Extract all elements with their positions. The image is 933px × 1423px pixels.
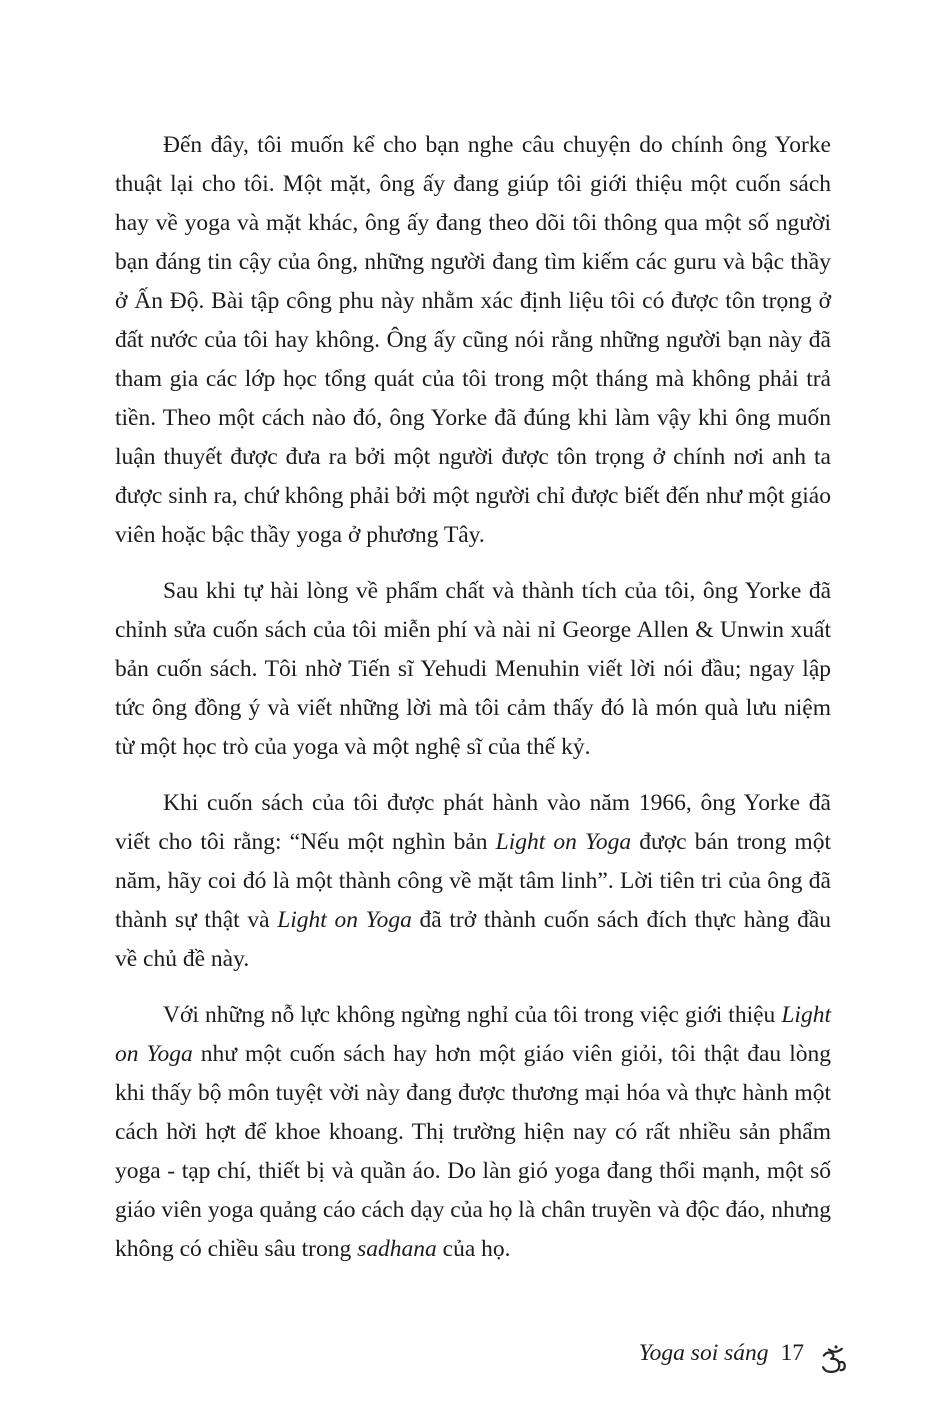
italic-text-segment: Light on Yoga bbox=[277, 907, 412, 933]
italic-text-segment: sadhana bbox=[357, 1236, 437, 1262]
page-number: 17 bbox=[780, 1340, 804, 1366]
page-footer bbox=[639, 1340, 847, 1371]
text-segment: được bán trong một năm, hãy coi đó là một thành công về mặt tâm linh”. Lời tiên tri của ông đã thành sự thật và bbox=[115, 829, 831, 933]
text-segment: đã trở thành cuốn sách đích thực hàng đầu về chủ đề này. bbox=[115, 907, 832, 972]
text-segment: Với những nỗ lực không ngừng nghỉ của tôi trong việc giới thiệu bbox=[163, 1002, 782, 1028]
page-content bbox=[115, 126, 831, 1286]
text-segment: Sau khi tự hài lòng về phẩm chất và thành tích của tôi, ông Yorke đã chỉnh sửa cuốn sách của tôi miễn phí và nài nỉ George Allen & Unwin xuất bản cuốn sách. Tôi nhờ Tiến sĩ Yehudi Menuhin viết lời nói đầu; ngay lập tức ông đồng ý và viết những lời mà tôi cảm thấy đó là món quà lưu niệm từ một học trò của yoga và một nghệ sĩ của thế kỷ. bbox=[115, 578, 831, 760]
om-icon bbox=[816, 1344, 847, 1375]
text-segment: Đến đây, tôi muốn kể cho bạn nghe câu chuyện do chính ông Yorke thuật lại cho tôi. Một mặt, ông ấy đang giúp tôi giới thiệu một cuốn sách hay về yoga và mặt khác, ông ấy đang theo dõi tôi thông qua một số người bạn đáng tin cậy của ông, những người đang tìm kiếm các guru và bậc thầy ở Ấn Độ. Bài tập công phu này nhằm xác định liệu tôi có được tôn trọng ở đất nước của tôi hay không. Ông ấy cũng nói rằng những người bạn này đã tham gia các lớp học tổng quát của tôi trong một tháng mà không phải trả tiền. Theo một cách nào đó, ông Yorke đã đúng khi làm vậy khi ông muốn luận thuyết được đưa ra bởi một người được tôn trọng ở chính nơi anh ta được sinh ra, chứ không phải bởi một người chỉ được biết đến như một giáo viên hoặc bậc thầy yoga ở phương Tây. bbox=[115, 132, 831, 548]
text-segment: Khi cuốn sách của tôi được phát hành vào năm 1966, ông Yorke đã viết cho tôi rằng: “Nếu một nghìn bản bbox=[115, 790, 831, 855]
paragraph bbox=[115, 126, 831, 555]
paragraph bbox=[115, 996, 831, 1269]
paragraph bbox=[115, 784, 831, 979]
italic-text-segment: Light on Yoga bbox=[495, 829, 632, 855]
running-footer-title: Yoga soi sáng bbox=[638, 1340, 769, 1366]
text-segment: như một cuốn sách hay hơn một giáo viên giỏi, tôi thật đau lòng khi thấy bộ môn tuyệt vời này đang được thương mại hóa và thực hành một cách hời hợt để khoe khoang. Thị trường hiện nay có rất nhiều sản phẩm yoga - tạp chí, thiết bị và quần áo. Do làn gió yoga đang thổi mạnh, một số giáo viên yoga quảng cáo cách dạy của họ là chân truyền và độc đáo, nhưng không có chiều sâu trong bbox=[115, 1041, 831, 1262]
paragraph bbox=[115, 572, 831, 767]
italic-text-segment: Light on Yoga bbox=[115, 1002, 831, 1067]
text-segment: của họ. bbox=[436, 1236, 511, 1262]
